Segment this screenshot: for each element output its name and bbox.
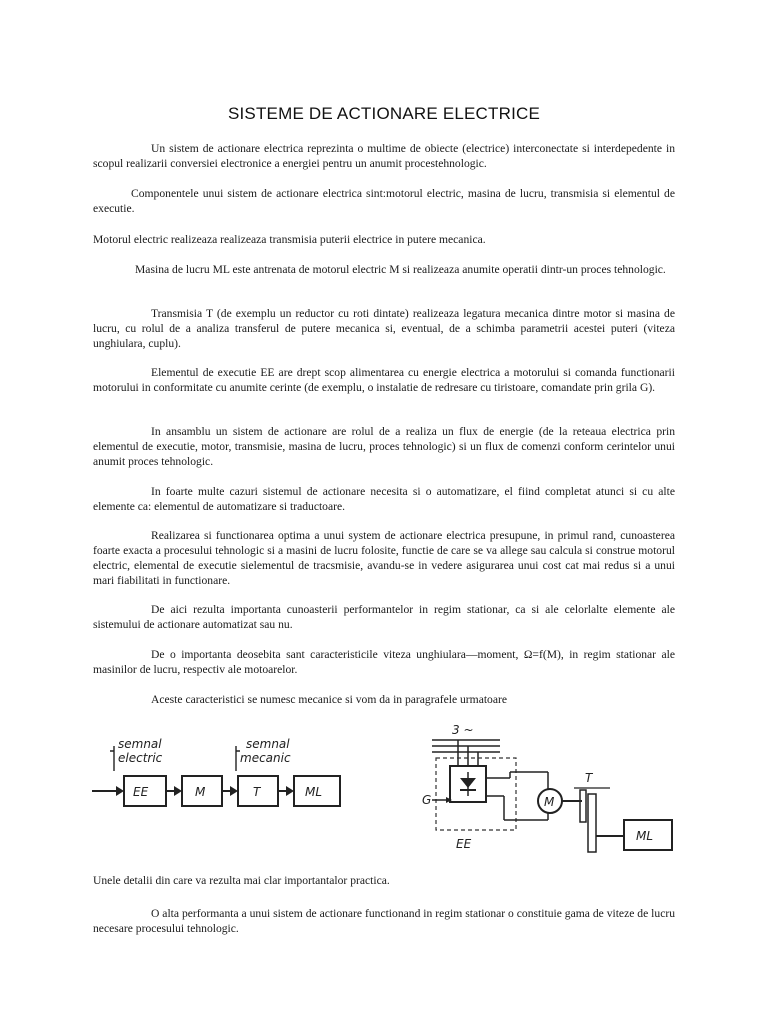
paragraph-speed-range: O alta performanta a unui sistem de actionare functionand in regim stationar o constituie gama de viteze de lucru necesare procesului tehnologic. (93, 907, 675, 935)
paragraph-details: Unele detalii din care va rezulta mai clar importantalor practica. (93, 874, 390, 887)
grid-label: G (422, 793, 432, 807)
paragraph-optimal: Realizarea si functionarea optima a unui system de actionare electrica presupune, in primul rand, cunoasterea foarte exacta a procesului tehnologic si a masini de lucru folosite, functie de care se va allege sau calcula si construe motorul electric, elemental de executie sielementul de tracsmisie, avandu-se in vedere asigurarea unui cost cat mai redus si a unui mari fiabilitati in functionare. (93, 529, 675, 587)
paragraph-importance: De aici rezulta importanta cunoasterii performantelor in regim stationar, ca si ale celorlalte elemente ale sistemului de actionare automatizat sau nu. (93, 603, 675, 631)
paragraph-transmission: Transmisia T (de exemplu un reductor cu roti dintate) realizeaza legatura mecanica dintre motor si masina de lucru, cu rolul de a analiza transferul de putere mecanica si, eventual, de a schimba parametrii acestei puteri (viteza unghiulara, cuplu). (93, 307, 675, 350)
block-t-label: T (253, 785, 261, 799)
block-ml-label: ML (305, 785, 323, 799)
page-title: SISTEME DE ACTIONARE ELECTRICE (227, 104, 541, 123)
block-ee-label: EE (133, 785, 149, 799)
paragraph-motor: Motorul electric realizeaza realizeaza transmisia puterii electrice in putere mecanica. (93, 233, 486, 246)
paragraph-executor: Elementul de executie EE are drept scop alimentarea cu energie electrica a motorului si comanda functionarii motorului in conformitate cu anumite cerinte (de exemplu, o instalatie de redresare cu tiristoare, comandate prin grila G). (93, 366, 675, 394)
paragraph-automation: In foarte multe cazuri sistemul de actionare necesita si o automatizare, el fiind completat atunci si cu alte elemente ca: elementul de automatizare si traductoare. (93, 485, 675, 513)
block-m-label: M (195, 785, 206, 799)
paragraph-flux: In ansamblu un sistem de actionare are rolul de a realiza un flux de energie (de la reteaua electrica prin elementul de executie, motor, transmisie, masina de lucru, proces tehnologic) si un flux de comenzi conform cerintelor unui anumit proces tehnologic. (93, 425, 675, 468)
signal-mechanic-label-1: semnal (246, 737, 290, 751)
executor-label: EE (456, 837, 472, 851)
schematic-right (410, 716, 680, 854)
supply-label: 3 ~ (452, 723, 474, 737)
signal-mechanic-label-2: mecanic (240, 751, 291, 765)
transmission-label: T (585, 771, 593, 785)
paragraph-definition: Un sistem de actionare electrica reprezinta o multime de obiecte (electrice) interconectate si interdepedente in scopul realizarii conversiei electronice a energiei pentru un anumit procestehnologic. (93, 142, 675, 170)
signal-electric-label-2: electric (118, 751, 163, 765)
paragraph-working-machine: Masina de lucru ML este antrenata de motorul electric M si realizeaza anumite operatii dintr-un proces tehnologic. (135, 263, 666, 276)
paragraph-mechanical: Aceste caracteristici se numesc mecanice si vom da in paragrafele urmatoare (151, 693, 508, 706)
block-diagram-left (88, 726, 350, 828)
machine-label: ML (636, 829, 654, 843)
paragraph-characteristics: De o importanta deosebita sant caracteristicile viteza unghiulara—moment, Ω=f(M), in regim stationar ale masinilor de lucru, respectiv ale motoarelor. (93, 648, 675, 676)
signal-electric-label-1: semnal (118, 737, 162, 751)
motor-label: M (544, 795, 555, 809)
paragraph-components: Componentele unui sistem de actionare electrica sint:motorul electric, masina de lucru, transmisia si elementul de executie. (93, 187, 675, 215)
